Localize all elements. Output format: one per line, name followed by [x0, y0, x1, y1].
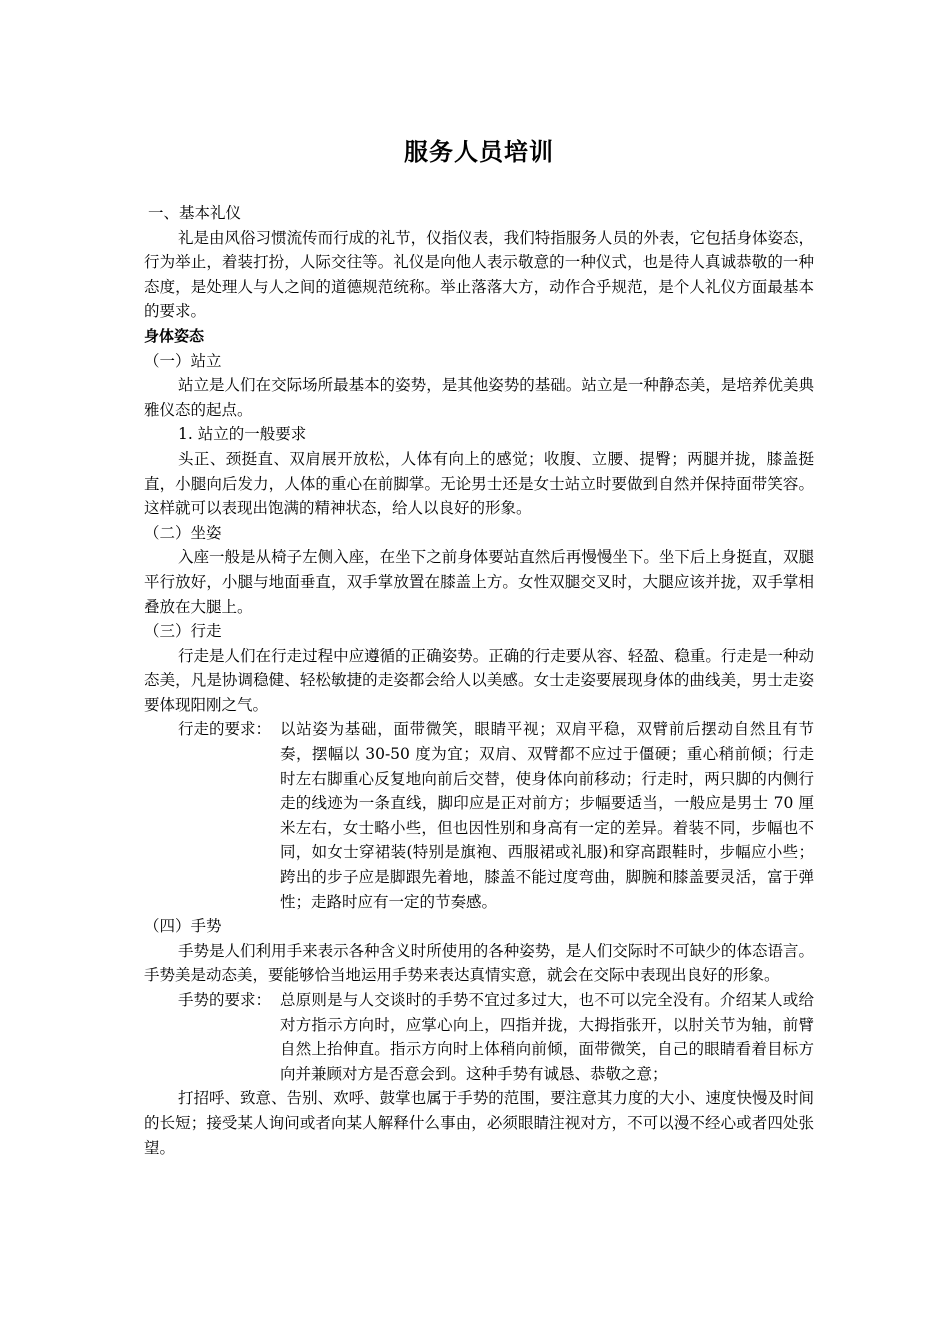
subheading-sitting: （二）坐姿 — [144, 523, 222, 542]
document-page — [144, 130, 814, 1160]
walking-requirements-label: 行走的要求： — [178, 720, 272, 739]
paragraph-gesture: 手势是人们利用手来表示各种含义时所使用的各种姿势，是人们交际时不可缺少的体态语言。手势美是动态美，要能够恰当地运用手势来表达真情实意，就会在交际中表现出良好的形象。 — [144, 941, 814, 985]
subheading-standing: （一）站立 — [144, 351, 222, 370]
paragraph-standing: 站立是人们在交际场所最基本的姿势，是其他姿势的基础。站立是一种静态美，是培养优美典雅仪态的起点。 — [144, 376, 814, 419]
gesture-requirements-text: 总原则是与人交谈时的手势不宜过多过大，也不可以完全没有。介绍某人或给对方指示方向时，应掌心向上，四指并拢，大拇指张开，以肘关节为轴，前臂自然上抬伸直。指示方向时上体稍向前倾，面带微笑，自己的眼睛看着目标方向并兼顾对方是否意会到。这种手势有诚恳、恭敬之意； — [280, 991, 814, 1083]
gesture-requirements — [144, 988, 814, 1086]
item-heading-standing-requirements: 1. 站立的一般要求 — [178, 425, 307, 444]
walking-requirements-text: 以站姿为基础，面带微笑，眼睛平视；双肩平稳，双臂前后摆动自然且有节奏，摆幅以 30-50 度为宜；双肩、双臂都不应过于僵硬；重心稍前倾；行走时左右脚重心反复地向前后交替，使身体向前移动；行走时，两只脚的内侧行走的线迹为一条直线，脚印应是正对前方；步幅要适当，一般应是男士 70 厘米左右，女士略小些，但也因性别和身高有一定的差异。着装不同，步幅也不同，如女士穿裙装(特别是旗袍、西服裙或礼服)和穿高跟鞋时，步幅应小些；跨出的步子应是脚跟先着地，膝盖不能过度弯曲，脚腕和膝盖要灵活，富于弹性；走路时应有一定的节奏感。 — [280, 720, 814, 911]
document-title: 服务人员培训 — [404, 138, 554, 166]
gesture-requirements-label: 手势的要求： — [178, 991, 272, 1009]
paragraph-etiquette-intro: 礼是由风俗习惯流传而行成的礼节，仪指仪表，我们特指服务人员的外表，它包括身体姿态，行为举止，着装打扮，人际交往等。礼仪是向他人表示敬意的一种仪式，也是待人真诚恭敬的一种态度，是处理人与人之间的道德规范统称。举止落落大方，动作合乎规范，是个人礼仪方面最基本的要求。 — [144, 228, 814, 321]
paragraph-standing-requirements: 头正、颈挺直、双肩展开放松，人体有向上的感觉；收腹、立腰、提臀；两腿并拢，膝盖挺直，小腿向后发力，人体的重心在前脚掌。无论男士还是女士站立时要做到自然并保持面带笑容。这样就可以表现出饱满的精神状态，给人以良好的形象。 — [144, 449, 814, 518]
section-heading-body-posture: 身体姿态 — [144, 326, 205, 345]
paragraph-gesture-extra: 打招呼、致意、告别、欢呼、鼓掌也属于手势的范围，要注意其力度的大小、速度快慢及时间的长短；接受某人询问或者向某人解释什么事由，必须眼睛注视对方，不可以漫不经心或者四处张望。 — [144, 1089, 814, 1157]
paragraph-sitting: 入座一般是从椅子左侧入座，在坐下之前身体要站直然后再慢慢坐下。坐下后上身挺直，双腿平行放好，小腿与地面垂直，双手掌放置在膝盖上方。女性双腿交叉时，大腿应该并拢，双手掌相叠放在大腿上。 — [144, 548, 814, 616]
subheading-walking: （三）行走 — [144, 622, 222, 641]
paragraph-walking: 行走是人们在行走过程中应遵循的正确姿势。正确的行走要从容、轻盈、稳重。行走是一种动态美，凡是协调稳健、轻松敏捷的走姿都会给人以美感。女士走姿要展现身体的曲线美，男士走姿要体现阳刚之气。 — [144, 646, 814, 714]
section-heading-basic-etiquette: 一、基本礼仪 — [148, 204, 242, 222]
subheading-gesture: （四）手势 — [144, 917, 222, 936]
walking-requirements — [144, 717, 814, 914]
